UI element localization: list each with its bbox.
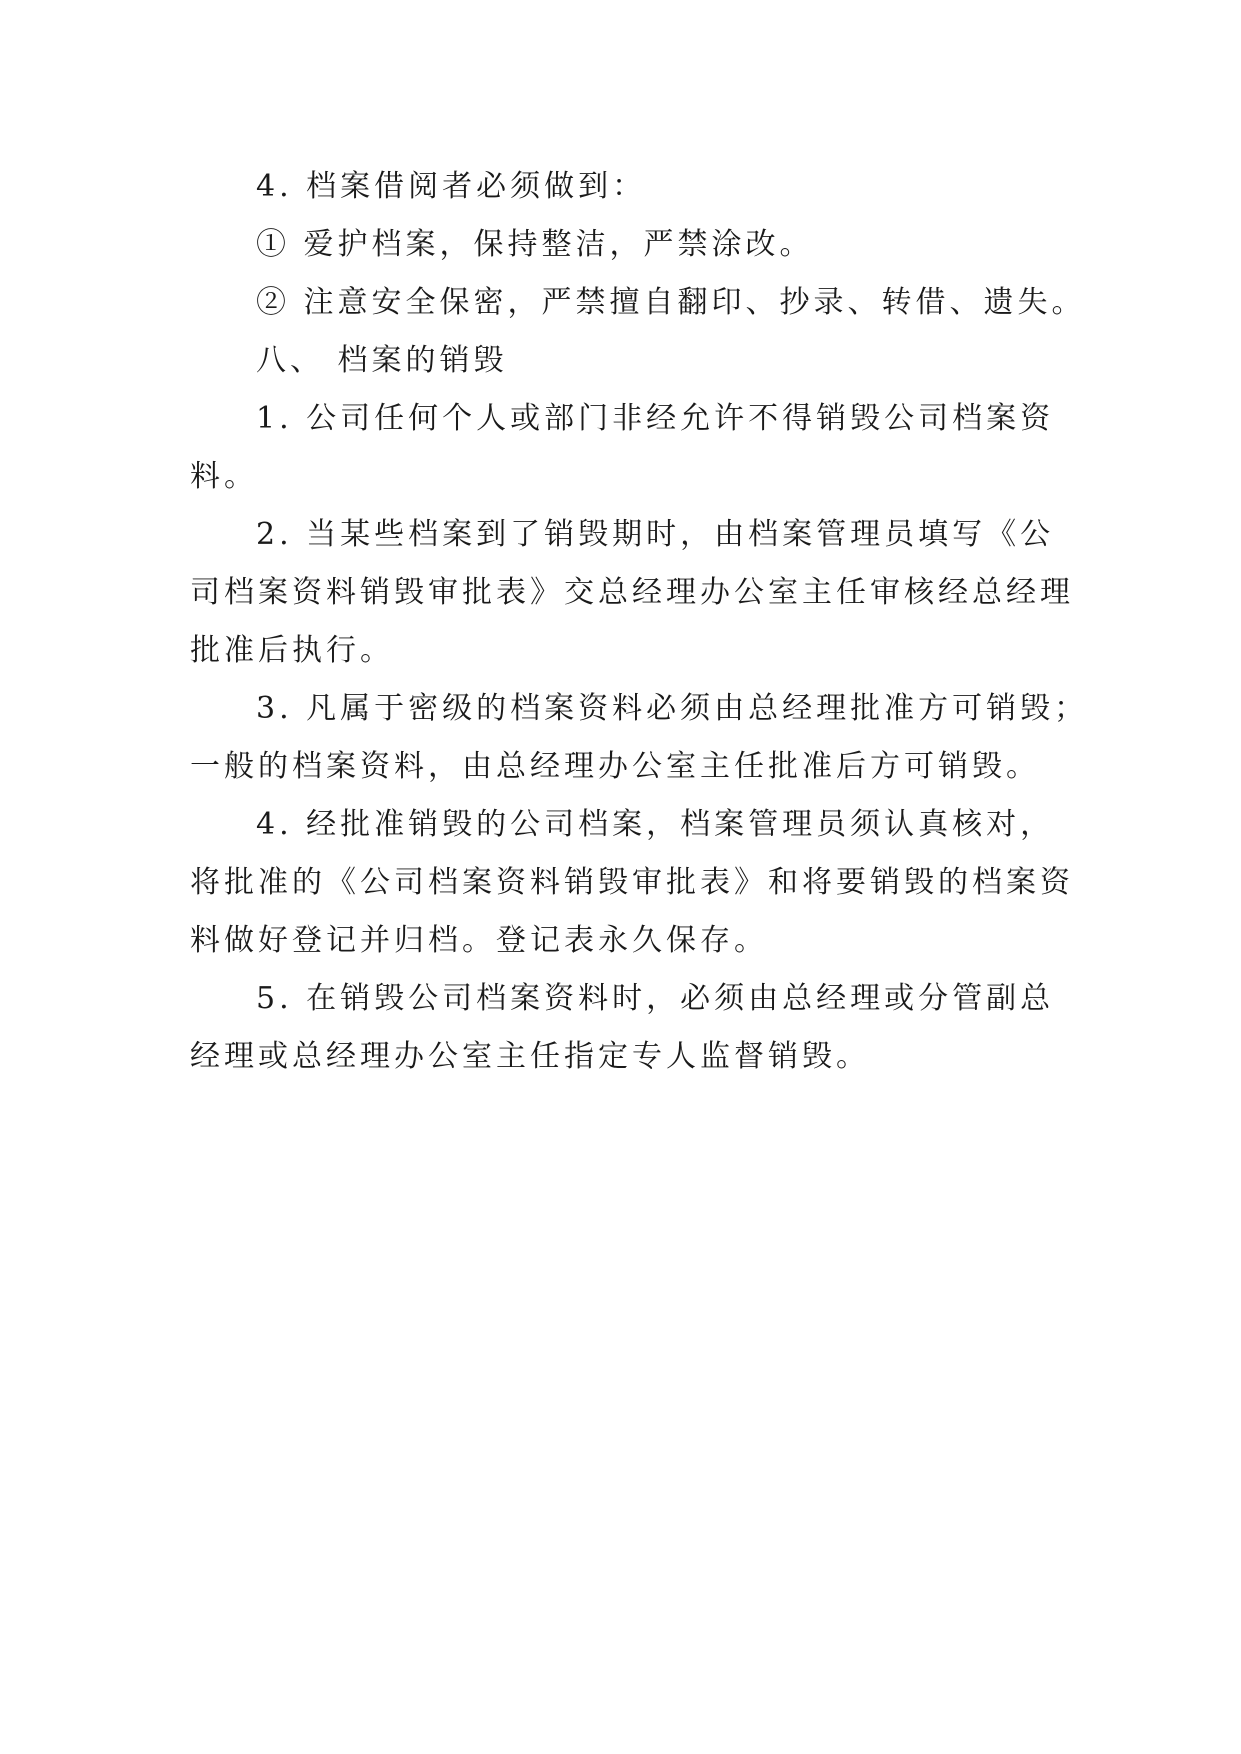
duty-2-confidentiality: ② 注意安全保密，严禁擅自翻印、抄录、转借、遗失。 <box>256 285 1086 320</box>
section-8-heading: 八、 档案的销毁 <box>256 343 508 378</box>
destruction-item-4-line-2: 将批准的《公司档案资料销毁审批表》和将要销毁的档案资 <box>190 865 1074 900</box>
destruction-item-3-line-2: 一般的档案资料，由总经理办公室主任批准后方可销毁。 <box>190 749 1040 784</box>
destruction-item-1-line-2: 料。 <box>190 459 258 494</box>
destruction-item-3-line-1: 3. 凡属于密级的档案资料必须由总经理批准方可销毁； <box>256 691 1089 726</box>
item-4-borrower-duties: 4. 档案借阅者必须做到： <box>256 169 647 204</box>
destruction-item-1-line-1: 1. 公司任何个人或部门非经允许不得销毁公司档案资 <box>256 401 1055 436</box>
destruction-item-4-line-1: 4. 经批准销毁的公司档案，档案管理员须认真核对， <box>256 807 1055 842</box>
destruction-item-2-line-3: 批准后执行。 <box>190 633 394 668</box>
destruction-item-4-line-3: 料做好登记并归档。登记表永久保存。 <box>190 923 768 958</box>
destruction-item-5-line-2: 经理或总经理办公室主任指定专人监督销毁。 <box>190 1039 870 1074</box>
destruction-item-2-line-1: 2. 当某些档案到了销毁期时，由档案管理员填写《公 <box>256 517 1055 552</box>
destruction-item-2-line-2: 司档案资料销毁审批表》交总经理办公室主任审核经总经理 <box>190 575 1074 610</box>
destruction-item-5-line-1: 5. 在销毁公司档案资料时，必须由总经理或分管副总 <box>256 981 1055 1016</box>
duty-1-protect-archives: ① 爱护档案，保持整洁，严禁涂改。 <box>256 227 814 262</box>
